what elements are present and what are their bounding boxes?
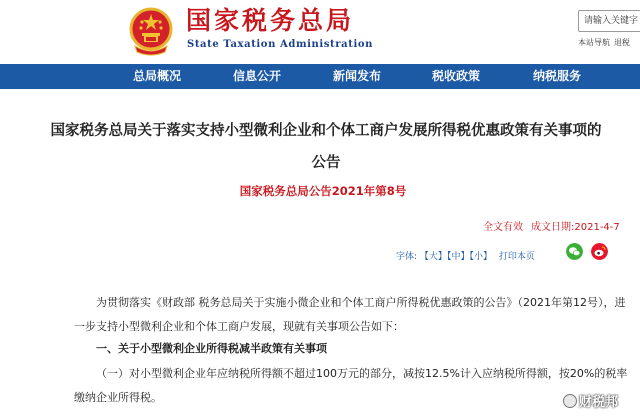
article-title-line2: 公告: [311, 155, 341, 171]
font-size-label: 字体:: [396, 252, 418, 262]
nav-item-tax-policy[interactable]: 税收政策: [432, 69, 481, 83]
watermark-text: 财税邦: [579, 395, 619, 410]
site-header: [0, 0, 640, 64]
nav-item-overview[interactable]: 总局概况: [133, 69, 182, 83]
wechat-share-icon[interactable]: [566, 243, 583, 260]
watermark: [563, 394, 618, 411]
issue-date: 成文日期:2021-4-7: [531, 222, 620, 233]
site-name[interactable]: 国家税务总局: [186, 6, 355, 35]
top-links: [578, 38, 634, 48]
document-number: 国家税务总局公告2021年第8号: [239, 184, 407, 198]
weibo-share-icon[interactable]: [591, 243, 608, 260]
article-meta: [483, 221, 620, 235]
paragraph-policy-1: （一）对小型微利企业年应纳税所得额不超过100万元的部分，减按12.5%计入应纳税所得额，按20%的税率缴纳企业所得税。: [74, 367, 628, 404]
site-nav-link[interactable]: 本站导航: [578, 38, 610, 47]
article-title: [0, 119, 640, 175]
font-medium-button[interactable]: 【中】: [446, 252, 470, 262]
nav-item-info-disclosure[interactable]: 信息公开: [233, 69, 282, 83]
section-heading-1: 一、关于小型微利企业所得税减半政策有关事项: [96, 342, 327, 355]
font-large-button[interactable]: 【大】: [419, 252, 447, 262]
paragraph-intro: 为贯彻落实《财政部 税务总局关于实施小微企业和个体工商户所得税优惠政策的公告》（2021年第12号），进一步支持小型微利企业和个体工商户发展，现就有关事项公告如下：: [74, 296, 626, 333]
site-name-english: State Taxation Administration: [187, 39, 373, 50]
print-button[interactable]: 打印本页: [498, 252, 535, 262]
main-nav: [0, 64, 640, 89]
watermark-logo-icon: [563, 394, 577, 408]
validity-status: 全文有效: [483, 222, 523, 233]
article-title-line1: 国家税务总局关于落实支持小型微利企业和个体工商户发展所得税优惠政策有关事项的: [50, 123, 602, 139]
national-emblem-icon: [127, 6, 175, 56]
article-tools: [396, 248, 535, 266]
nav-item-news[interactable]: 新闻发布: [333, 69, 382, 83]
nav-item-taxpayer-service[interactable]: 纳税服务: [533, 69, 582, 83]
font-small-button[interactable]: 【小】: [469, 252, 492, 262]
search-input[interactable]: 请输入关键字: [578, 10, 640, 32]
logout-link[interactable]: 退税: [614, 38, 630, 47]
